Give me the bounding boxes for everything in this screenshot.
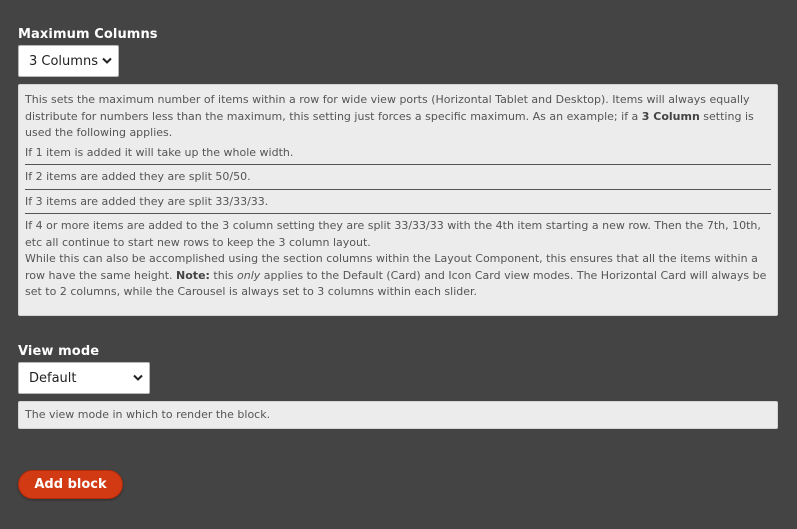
- note-label: Note:: [176, 268, 210, 282]
- max-columns-label: Maximum Columns: [18, 27, 158, 42]
- description-note: While this can also be accomplished using the section columns within the Layout Component, this ensures that all the items within a row have the same height. Note: this only applies to the Default (Card) and Icon Card view modes. The Horizontal Card will always be set to 2 columns, while the Carousel is always set to 3 columns within each slider.: [25, 252, 767, 298]
- rule-two-items: If 2 items are added they are split 50/50.: [25, 170, 251, 183]
- chevron-down-icon: [133, 374, 143, 382]
- view-mode-label: View mode: [18, 344, 100, 359]
- rule-one-item: If 1 item is added it will take up the whole width.: [25, 145, 294, 159]
- divider: [25, 164, 771, 165]
- intro-bold-text: 3 Column: [641, 109, 700, 123]
- max-columns-select[interactable]: [18, 45, 119, 77]
- view-mode-help-text: The view mode in which to render the block.: [25, 408, 271, 421]
- max-columns-selected-value: 3 Columns: [29, 53, 98, 69]
- add-block-button[interactable]: Add block: [18, 470, 123, 499]
- divider: [25, 213, 771, 214]
- divider: [25, 189, 771, 190]
- view-mode-select[interactable]: [18, 362, 150, 394]
- rule-four-plus-items: If 4 or more items are added to the 3 column setting they are split 33/33/33 with the 4th item starting a new row. Then the 7th, 10th, etc all continue to start new rows to keep the 3 column layout.: [25, 219, 761, 249]
- view-mode-selected-value: Default: [29, 370, 77, 386]
- chevron-down-icon: [102, 57, 112, 65]
- note-emphasis: only: [237, 268, 261, 282]
- max-columns-description: [18, 84, 778, 316]
- description-intro: This sets the maximum number of items within a row for wide view ports (Horizontal Tablet and Desktop). Items will always equally distribute for numbers less than the maximum, this setting just forces a specific maximum. As an example; if a 3 Column setting is used the following applies.: [25, 93, 754, 139]
- view-mode-description: [18, 401, 778, 429]
- rule-three-items: If 3 items are added they are split 33/33/33.: [25, 194, 269, 208]
